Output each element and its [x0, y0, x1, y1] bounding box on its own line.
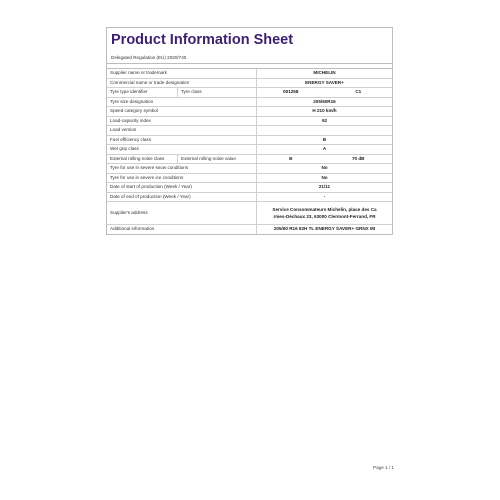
table-row	[107, 173, 392, 183]
ice-value: No	[257, 173, 393, 183]
fuel-label: Fuel efficiency class	[107, 135, 257, 145]
fuel-value: B	[257, 135, 393, 145]
size-value: 205/60R16	[257, 97, 393, 107]
wet-grip-label: Wet grip class	[107, 145, 257, 155]
table-row	[107, 145, 392, 155]
type-id-label: Tyre type identifier	[107, 88, 178, 97]
noise-class-value: B	[289, 155, 293, 161]
table-row	[107, 164, 392, 174]
address-value	[257, 202, 393, 225]
table-row	[107, 202, 392, 225]
ice-label: Tyre for use in severe ice conditions	[107, 173, 257, 183]
supplier-value: MICHELIN	[257, 69, 393, 78]
load-version-value	[257, 126, 393, 136]
snow-value: No	[257, 164, 393, 174]
table-row	[107, 192, 392, 202]
table-row	[107, 225, 392, 234]
size-label: Tyre size designation	[107, 97, 257, 107]
table-row	[107, 78, 392, 88]
regulation-subtitle: Delegated Regulation (EU) 2020/740	[107, 52, 392, 64]
product-information-sheet	[106, 27, 393, 235]
noise-labels-cell	[107, 154, 257, 164]
noise-value-label: External rolling noise value	[181, 155, 236, 161]
table-row	[107, 183, 392, 193]
noise-value-value: 70 dB	[351, 155, 365, 161]
table-row	[107, 107, 392, 117]
table-row	[107, 154, 392, 164]
page-number: Page 1 / 1	[373, 465, 394, 470]
end-production-value: -	[257, 192, 393, 202]
speed-label: Speed category symbol	[107, 107, 257, 117]
tyre-class-value: C1	[355, 89, 362, 94]
table-row	[107, 126, 392, 136]
additional-info-label: Additional information	[107, 225, 257, 234]
supplier-label: Supplier name or trademark	[107, 69, 257, 78]
speed-value: H 210 km/h	[257, 107, 393, 117]
start-production-value: 21/11	[257, 183, 393, 193]
load-index-label: Load-capacity index	[107, 116, 257, 126]
load-index-value: 92	[257, 116, 393, 126]
tyre-class-label: Tyre class	[181, 89, 202, 94]
info-table	[107, 69, 392, 234]
address-label: Supplier's address	[107, 202, 257, 225]
table-row	[107, 97, 392, 107]
table-row	[107, 69, 392, 78]
noise-values-cell	[257, 154, 393, 164]
additional-info-value: 205/60 R16 92H TL ENERGY SAVER+ GRNX MI	[273, 226, 376, 231]
commercial-value: ENERGY SAVER+	[257, 78, 393, 88]
snow-label: Tyre for use in severe snow conditions	[107, 164, 257, 174]
type-id-value: 001258	[283, 89, 299, 94]
table-row	[107, 135, 392, 145]
noise-class-label: External rolling noise class	[107, 155, 178, 164]
wet-grip-value: A	[257, 145, 393, 155]
load-version-label: Load version	[107, 126, 257, 136]
start-production-label: Date of start of production (Week / Year)	[107, 183, 257, 193]
type-id-cell	[107, 88, 257, 98]
address-line-1: Service Consommateurs Michelin, place des Ca	[272, 206, 377, 212]
commercial-label: Commercial name or trade designation	[107, 78, 257, 88]
page-title: Product Information Sheet	[111, 32, 294, 48]
type-id-values	[257, 88, 393, 98]
address-line-2: rmes-Déchaux 23, 63000 Clermont-Ferrand, FR	[273, 214, 376, 219]
table-row	[107, 88, 392, 98]
table-row	[107, 116, 392, 126]
end-production-label: Date of end of production (Week / Year)	[107, 192, 257, 202]
